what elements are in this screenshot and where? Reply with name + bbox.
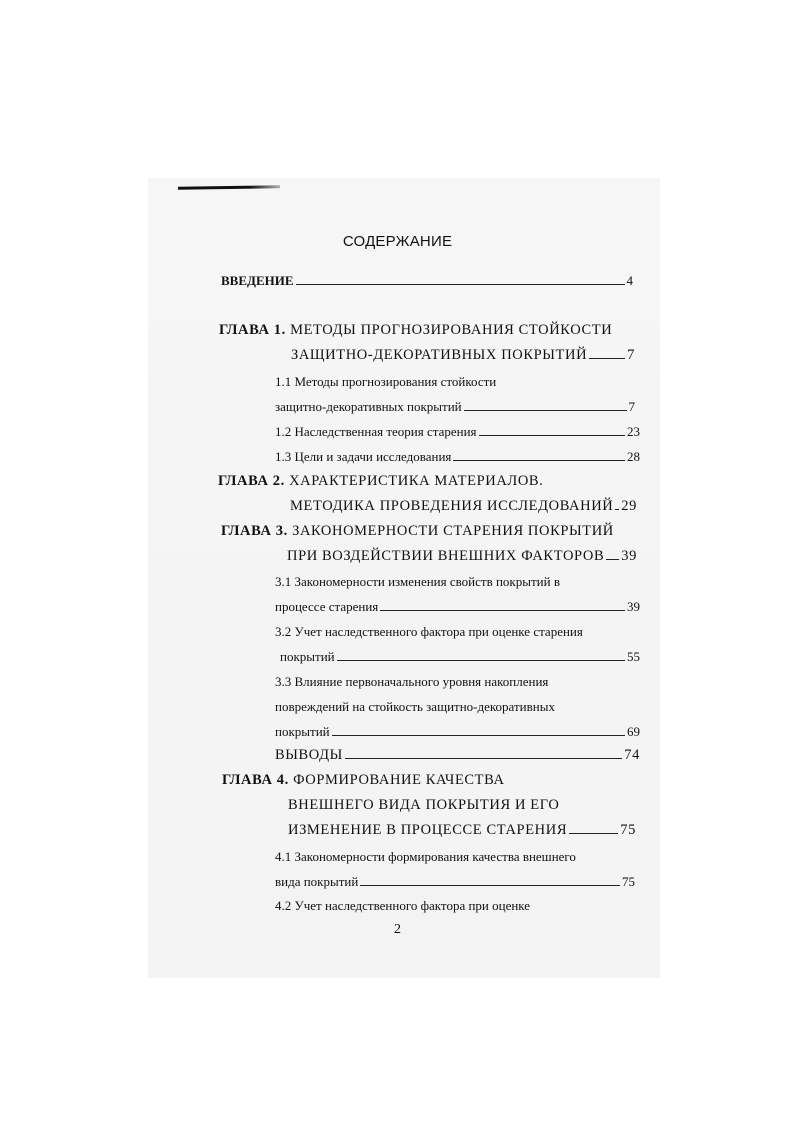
section-3-2-page: 55 [627, 649, 640, 664]
chapter-4-prefix: ГЛАВА 4. [222, 772, 289, 788]
toc-section-3-2-line1: 3.2 Учет наследственного фактора при оценке старения [275, 624, 583, 639]
leader-line [332, 735, 625, 736]
section-1-1-title-cont: защитно-декоративных покрытий [275, 399, 462, 414]
toc-section-3-3-line1: 3.3 Влияние первоначального уровня накопления [275, 674, 549, 689]
leader-line [606, 559, 619, 560]
section-4-1-page: 75 [622, 874, 635, 889]
chapter-1-title-cont: ЗАЩИТНО-ДЕКОРАТИВНЫХ ПОКРЫТИЙ [291, 347, 588, 363]
chapter-1-title: МЕТОДЫ ПРОГНОЗИРОВАНИЯ СТОЙКОСТИ [290, 322, 613, 338]
chapter-1-prefix: ГЛАВА 1. [219, 322, 286, 338]
section-3-2-title-cont: покрытий [280, 649, 335, 664]
leader-line [296, 284, 625, 285]
chapter-2-prefix: ГЛАВА 2. [218, 473, 285, 489]
leader-line [479, 435, 625, 436]
section-1-2-page: 23 [627, 424, 640, 439]
intro-page: 4 [626, 273, 633, 288]
toc-chapter-2-line1 [218, 472, 543, 490]
leader-line [345, 758, 622, 759]
leader-line [453, 460, 625, 461]
toc-section-1-2 [275, 423, 640, 441]
conclusions-page: 74 [624, 747, 640, 763]
leader-line [569, 833, 618, 834]
toc-section-3-3-line2: повреждений на стойкость защитно-декоративных [275, 699, 555, 714]
toc-chapter-3-line2 [287, 547, 637, 565]
section-3-3-page: 69 [627, 724, 640, 739]
leader-line [464, 410, 627, 411]
toc-entry-intro [221, 272, 633, 290]
toc-chapter-1-line2 [291, 346, 635, 364]
chapter-4-page: 75 [620, 822, 636, 838]
chapter-3-prefix: ГЛАВА 3. [221, 523, 288, 539]
toc-chapter-4-line1 [222, 771, 505, 789]
section-3-1-title-cont: процессе старения [275, 599, 379, 614]
toc-section-3-1-line1: 3.1 Закономерности изменения свойств покрытий в [275, 574, 560, 589]
chapter-4-title-cont: ИЗМЕНЕНИЕ В ПРОЦЕССЕ СТАРЕНИЯ [288, 822, 568, 838]
toc-section-4-1-line2 [275, 873, 635, 891]
toc-section-3-1-line2 [275, 598, 640, 616]
section-1-2-title: 1.2 Наследственная теория старения [275, 424, 477, 439]
toc-chapter-3-line1 [221, 522, 614, 540]
leader-line [337, 660, 625, 661]
toc-section-3-2-line2 [280, 648, 640, 666]
section-3-3-title-cont: покрытий [275, 724, 330, 739]
section-3-1-page: 39 [627, 599, 640, 614]
conclusions-title: ВЫВОДЫ [275, 747, 343, 763]
chapter-2-title-cont: МЕТОДИКА ПРОВЕДЕНИЯ ИССЛЕДОВАНИЙ [290, 498, 614, 514]
toc-chapter-1-line1 [219, 321, 612, 339]
toc-section-1-1-line2 [275, 398, 635, 416]
chapter-2-page: 29 [621, 498, 637, 514]
chapter-3-page: 39 [621, 548, 637, 564]
toc-chapter-4-line2: ВНЕШНЕГО ВИДА ПОКРЫТИЯ И ЕГО [288, 797, 560, 813]
chapter-1-page: 7 [627, 347, 635, 363]
toc-title: СОДЕРЖАНИЕ [342, 233, 453, 250]
section-1-1-page: 7 [628, 399, 635, 414]
intro-label: ВВЕДЕНИЕ [221, 273, 294, 288]
toc-section-4-2-line1: 4.2 Учет наследственного фактора при оценке [275, 898, 531, 913]
section-1-3-page: 28 [627, 449, 640, 464]
toc-chapter-2-line2 [290, 497, 637, 515]
toc-section-4-1-line1: 4.1 Закономерности формирования качества внешнего [275, 849, 576, 864]
chapter-2-title: ХАРАКТЕРИСТИКА МАТЕРИАЛОВ. [289, 473, 544, 489]
toc-section-1-3 [275, 448, 640, 466]
chapter-3-title: ЗАКОНОМЕРНОСТИ СТАРЕНИЯ ПОКРЫТИЙ [292, 523, 614, 539]
chapter-3-title-cont: ПРИ ВОЗДЕЙСТВИИ ВНЕШНИХ ФАКТОРОВ [287, 548, 605, 564]
section-4-1-title-cont: вида покрытий [275, 874, 359, 889]
leader-line [360, 885, 620, 886]
chapter-4-title: ФОРМИРОВАНИЕ КАЧЕСТВА [293, 772, 505, 788]
toc-conclusions [275, 746, 640, 764]
leader-line [589, 358, 625, 359]
section-1-3-title: 1.3 Цели и задачи исследования [275, 449, 452, 464]
toc-chapter-4-line3 [288, 821, 636, 839]
toc-section-1-1-line1: 1.1 Методы прогнозирования стойкости [275, 374, 497, 389]
leader-line [380, 610, 625, 611]
page-number: 2 [394, 922, 401, 937]
toc-section-3-3-line3 [275, 723, 640, 741]
leader-line [615, 509, 619, 510]
